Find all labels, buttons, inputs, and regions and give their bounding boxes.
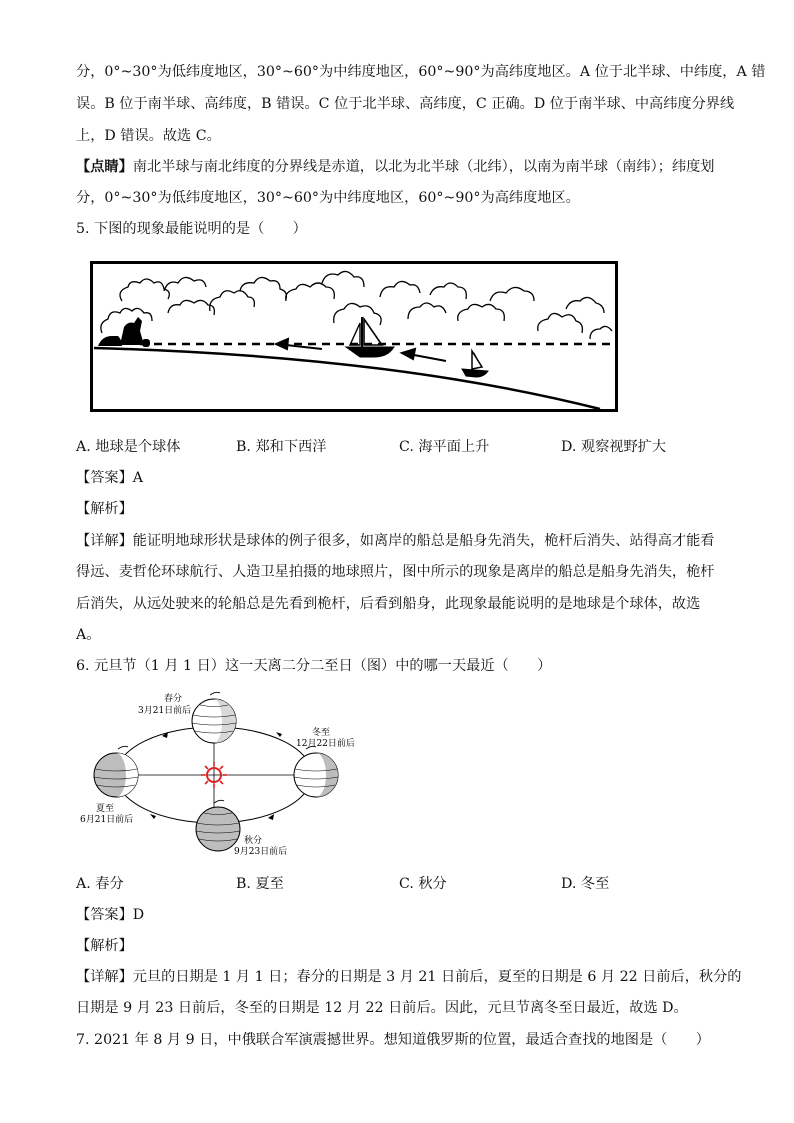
label-winter: 冬至 — [312, 728, 331, 738]
label-spring-date: 3月21日前后 — [138, 706, 192, 716]
prev-explanation-line-2: 误。B 位于南半球、高纬度，B 错误。C 位于北半球、高纬度，C 正确。D 位于南半球、中高纬度分界线 — [76, 96, 735, 112]
q5-stem: 5. 下图的现象最能说明的是（ ） — [76, 221, 307, 237]
q6-option-d: D. 冬至 — [561, 876, 610, 892]
dianjing-text-1: 南北半球与南北纬度的分界线是赤道，以北为北半球（北纬），以南为南半球（南纬）；纬度划 — [132, 159, 715, 175]
q5-detail-line-1: 【详解】能证明地球形状是球体的例子很多，如离岸的船总是船身先消失，桅杆后消失、站得高才能看 — [76, 533, 715, 549]
globe-spring — [192, 692, 236, 743]
q5-analysis-label: 【解析】 — [76, 501, 133, 517]
q5-option-d: D. 观察视野扩大 — [561, 439, 667, 455]
label-autumn: 秋分 — [244, 836, 263, 846]
q6-option-c: C. 秋分 — [399, 876, 447, 892]
q6-detail-line-1: 【详解】元旦的日期是 1 月 1 日；春分的日期是 3 月 21 日前后，夏至的日期是 6 月 22 日前后，秋分的 — [76, 969, 742, 985]
q5-detail-line-4: A。 — [76, 627, 101, 643]
q5-option-c: C. 海平面上升 — [399, 439, 490, 455]
q5-detail-line-2: 得远、麦哲伦环球航行、人造卫星拍摄的地球照片，图中所示的现象是离岸的船总是船身先消失，桅杆 — [76, 564, 715, 580]
label-spring: 春分 — [164, 694, 183, 704]
q5-option-a: A. 地球是个球体 — [76, 439, 181, 455]
label-autumn-date: 9月23日前后 — [234, 847, 288, 857]
q6-analysis-label: 【解析】 — [76, 938, 133, 954]
q6-orbit-diagram — [76, 688, 366, 860]
prev-explanation-line-1: 分，0°~30°为低纬度地区，30°~60°为中纬度地区，60°~90°为高纬度地区。A 位于北半球、中纬度，A 错 — [76, 64, 766, 80]
q6-stem: 6. 元旦节（1 月 1 日）这一天离二分二至日（图）中的哪一天最近（ ） — [76, 658, 552, 674]
q6-answer: 【答案】D — [76, 907, 145, 923]
label-summer: 夏至 — [96, 804, 115, 814]
q6-option-a: A. 春分 — [76, 876, 124, 892]
q5-detail-line-3: 后消失，从远处驶来的轮船总是先看到桅杆，后看到船身，此现象最能说明的是地球是个球体，故选 — [76, 596, 701, 612]
q5-ship-curvature-figure — [90, 261, 618, 413]
globe-autumn — [196, 800, 240, 851]
label-winter-date: 12月22日前后 — [296, 739, 355, 749]
q5-option-b: B. 郑和下西洋 — [236, 439, 327, 455]
dianjing-line-2: 分，0°~30°为低纬度地区，30°~60°为中纬度地区，60°~90°为高纬度地区。 — [76, 190, 580, 206]
q7-stem: 7. 2021 年 8 月 9 日，中俄联合军演震撼世界。想知道俄罗斯的位置，最适合查找的地图是（ ） — [76, 1032, 710, 1048]
dianjing-line-1 — [76, 157, 714, 177]
globe-summer — [94, 746, 138, 797]
q6-detail-line-2: 日期是 9 月 23 日前后，冬至的日期是 12 月 22 日前后。因此，元旦节离冬至日最近，故选 D。 — [76, 1000, 688, 1016]
dianjing-label: 【点睛】 — [76, 159, 133, 175]
prev-explanation-line-3: 上，D 错误。故选 C。 — [76, 128, 221, 144]
globe-winter — [294, 746, 338, 797]
q5-answer: 【答案】A — [76, 470, 143, 486]
q6-option-b: B. 夏至 — [236, 876, 284, 892]
label-summer-date: 6月21日前后 — [80, 815, 134, 825]
